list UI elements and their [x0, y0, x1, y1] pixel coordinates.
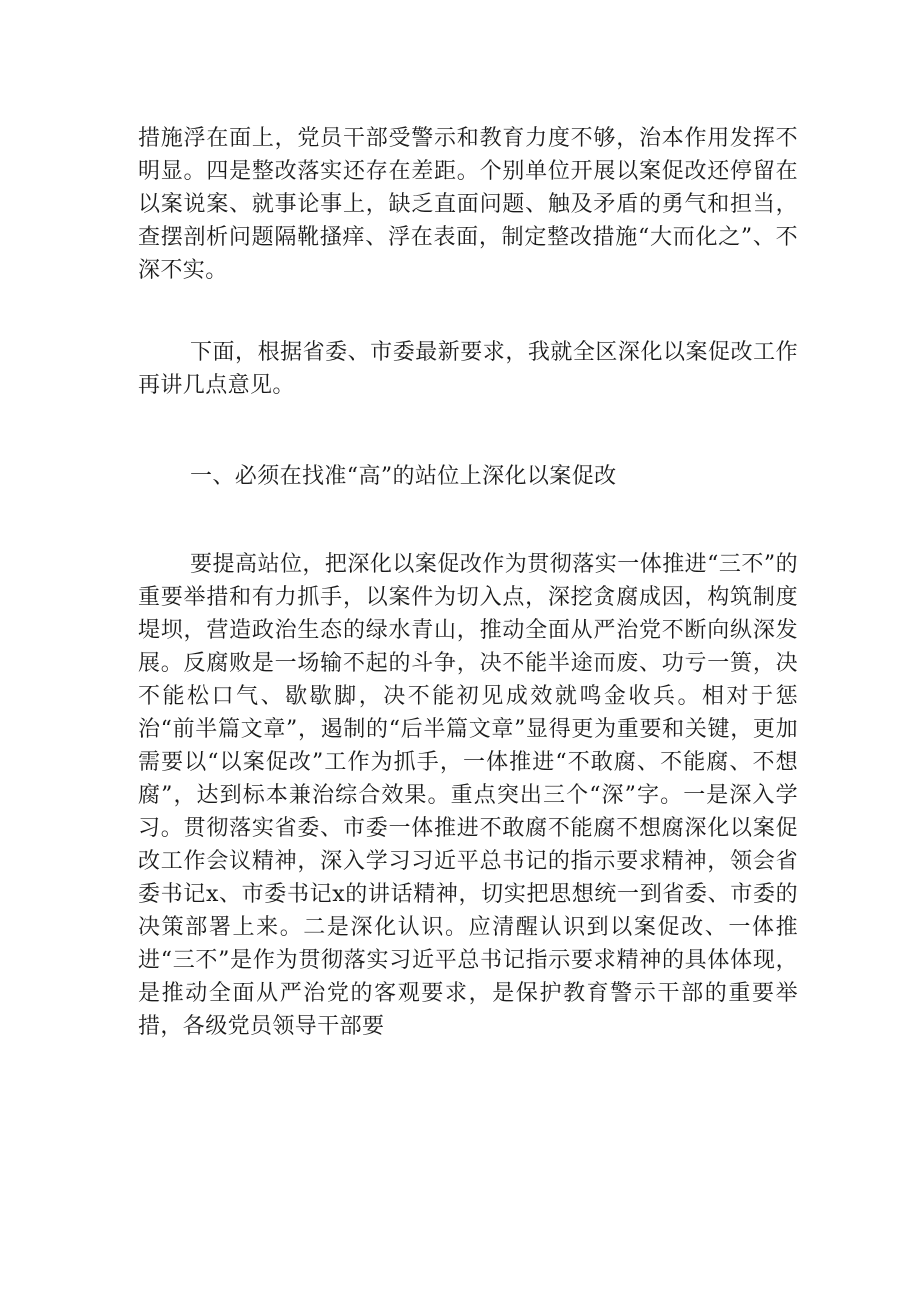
paragraph-intro: 下面，根据省委、市委最新要求，我就全区深化以案促改工作再讲几点意见。 [138, 340, 798, 398]
paragraph-body: 要提高站位，把深化以案促改作为贯彻落实一体推进“三不”的重要举措和有力抓手，以案件为切入点，深挖贪腐成因，构筑制度堤坝，营造政治生态的绿水青山，推动全面从严治党不断向纵深发展。反腐败是一场输不起的斗争，决不能半途而废、功亏一篑，决不能松口气、歇歇脚，决不能初见成效就鸣金收兵。相对于惩治“前半篇文章”，遏制的“后半篇文章”显得更为重要和关键，更加需要以“以案促改”工作为抓手，一体推进“不敢腐、不能腐、不想腐”，达到标本兼治综合效果。重点突出三个“深”字。一是深入学习。贯彻落实省委、市委一体推进不敢腐不能腐不想腐深化以案促改工作会议精神，深入学习习近平总书记的指示要求精神，领会省委书记x、市委书记x的讲话精神，切实把思想统一到省委、市委的决策部署上来。二是深化认识。应清醒认识到以案促改、一体推进“三不”是作为贯彻落实习近平总书记指示要求精神的具体体现，是推动全面从严治党的客观要求，是保护教育警示干部的重要举措，各级党员领导干部要 [138, 552, 798, 1039]
paragraph-continuation: 措施浮在面上，党员干部受警示和教育力度不够，治本作用发挥不明显。四是整改落实还存在差距。个别单位开展以案促改还停留在以案说案、就事论事上，缺乏直面问题、触及矛盾的勇气和担当，查摆剖析问题隔靴搔痒、浮在表面，制定整改措施“大而化之”、不深不实。 [138, 126, 798, 283]
section-heading: 一、必须在找准“高”的站位上深化以案促改 [190, 464, 617, 489]
